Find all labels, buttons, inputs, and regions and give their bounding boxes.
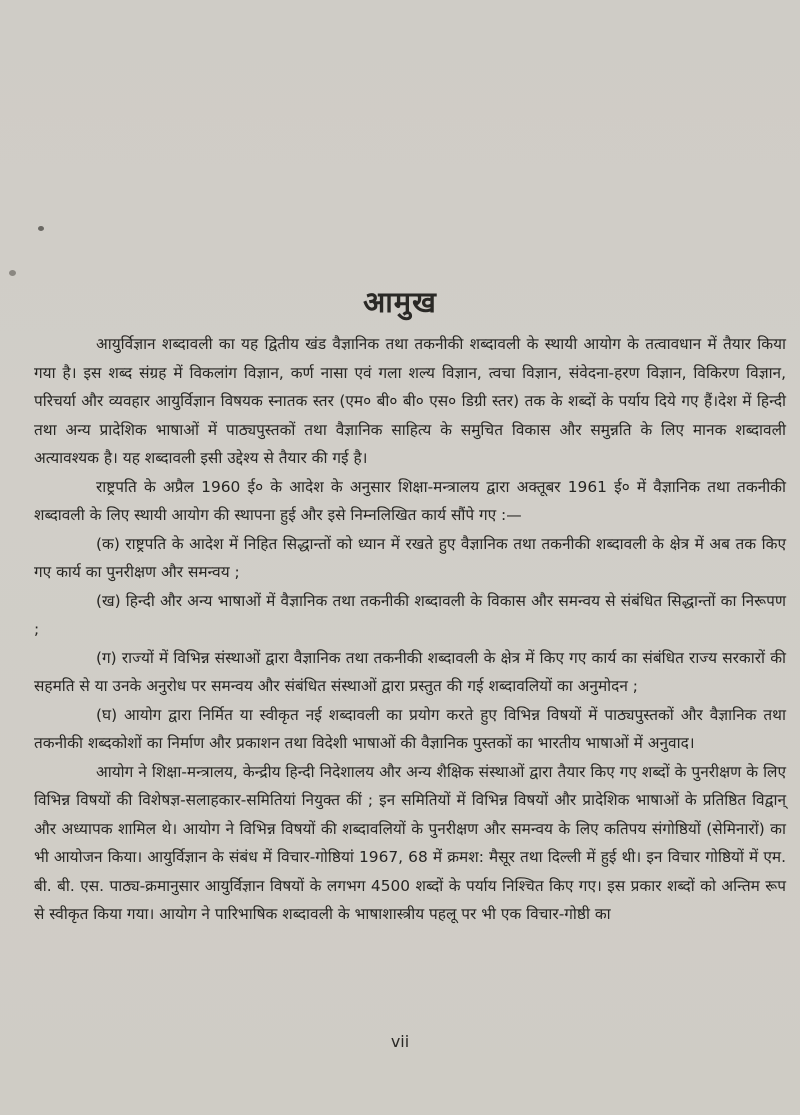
list-item-gha: (घ) आयोग द्वारा निर्मित या स्वीकृत नई शब्दावली का प्रयोग करते हुए विभिन्न विषयों में पाठ्यपुस्तकों और वैज्ञानिक तथा तकनीकी शब्दकोशों का निर्माण और प्रकाशन तथा विदेशी भाषाओं की वैज्ञानिक पुस्तकों का भारतीय भाषाओं में अनुवाद। <box>34 705 786 752</box>
body-text <box>34 330 786 929</box>
paper-speck <box>9 270 16 276</box>
page-number: vii <box>390 1032 410 1051</box>
paper-speck <box>38 226 44 231</box>
page-heading: आमुख <box>363 285 437 319</box>
list-item-ga: (ग) राज्यों में विभिन्न संस्थाओं द्वारा वैज्ञानिक तथा तकनीकी शब्दावली के क्षेत्र में किए गए कार्य का संबंधित राज्य सरकारों की सहमति से या उनके अनुरोध पर समन्वय और संबंधित संस्थाओं द्वारा प्रस्तुत की गई शब्दावलियों का अनुमोदन ; <box>34 648 786 695</box>
paragraph-intro: आयुर्विज्ञान शब्दावली का यह द्वितीय खंड वैज्ञानिक तथा तकनीकी शब्दावली के स्थायी आयोग के तत्वावधान में तैयार किया गया है। इस शब्द संग्रह में विकलांग विज्ञान, कर्ण नासा एवं गला शल्य विज्ञान, त्वचा विज्ञान, संवेदना-हरण विज्ञान, विकिरण विज्ञान, परिचर्या और व्यवहार आयुर्विज्ञान विषयक स्नातक स्तर (एम० बी० बी० एस० डिग्री स्तर) तक के शब्दों के पर्याय दिये गए हैं।देश में हिन्दी तथा अन्य प्रादेशिक भाषाओं में पाठ्यपुस्तकों तथा वैज्ञानिक साहित्य के समुचित विकास और समुन्नति के लिए मानक शब्दावली अत्यावश्यक है। यह शब्दावली इसी उद्देश्य से तैयार की गई है। <box>34 335 786 467</box>
paragraph-review: आयोग ने शिक्षा-मन्त्रालय, केन्द्रीय हिन्दी निदेशालय और अन्य शैक्षिक संस्थाओं द्वारा तैयार किए गए शब्दों के पुनरीक्षण के लिए विभिन्न विषयों की विशेषज्ञ-सलाहकार-समितियां नियुक्त कीं ; इन समितियों में विभिन्न विषयों और प्रादेशिक भाषाओं के प्रतिष्ठित विद्वान् और अध्यापक शामिल थे। आयोग ने विभिन्न विषयों की शब्दावलियों के पुनरीक्षण और समन्वय के लिए कतिपय संगोष्ठियों (सेमिनारों) का भी आयोजन किया। आयुर्विज्ञान के संबंध में विचार-गोष्ठियां 1967, 68 में क्रमश: मैसूर तथा दिल्ली में हुई थी। इन विचार गोष्ठियों में एम. बी. बी. एस. पाठ्य-क्रमानुसार आयुर्विज्ञान विषयों के लगभग 4500 शब्दों के पर्याय निश्चित किए गए। इस प्रकार शब्दों को अन्तिम रूप से स्वीकृत किया गया। आयोग ने पारिभाषिक शब्दावली के भाषाशास्त्रीय पहलू पर भी एक विचार-गोष्ठी का <box>34 762 786 923</box>
paragraph-commission: राष्ट्रपति के अप्रैल 1960 ई० के आदेश के अनुसार शिक्षा-मन्त्रालय द्वारा अक्तूबर 1961 ई० में वैज्ञानिक तथा तकनीकी शब्दावली के लिए स्थायी आयोग की स्थापना हुई और इसे निम्नलिखित कार्य सौंपे गए :— <box>34 477 786 524</box>
list-item-ka: (क) राष्ट्रपति के आदेश में निहित सिद्धान्तों को ध्यान में रखते हुए वैज्ञानिक तथा तकनीकी शब्दावली के क्षेत्र में अब तक किए गए कार्य का पुनरीक्षण और समन्वय ; <box>34 534 786 581</box>
list-item-kha: (ख) हिन्दी और अन्य भाषाओं में वैज्ञानिक तथा तकनीकी शब्दावली के विकास और समन्वय से संबंधित सिद्धान्तों का निरूपण ; <box>34 591 786 638</box>
